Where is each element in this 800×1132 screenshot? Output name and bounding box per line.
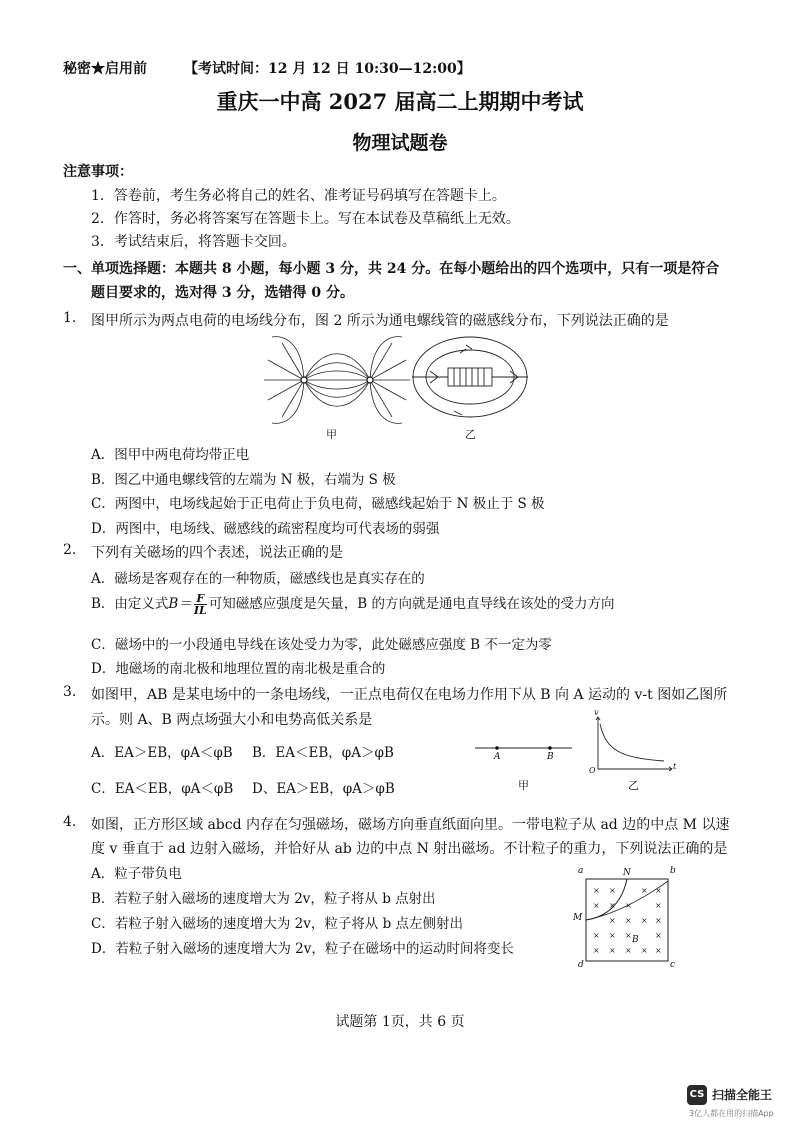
page-footer: 试题第 1页，共 6 页 xyxy=(335,1014,465,1030)
question-4-stem-cont: 度 v 垂直于 ad 边射入磁场，并恰好从 ab 边的中点 N 射出磁场。不计粒子的重力，下列说法正确的是 xyxy=(91,841,728,857)
option-c: C．两图中，电场线起始于正电荷止于负电荷，磁感线起始于 N 极止于 S 极 xyxy=(91,496,545,512)
option-d: D．两图中，电场线、磁感线的疏密程度均可代表场的弱强 xyxy=(91,521,440,537)
svg-text:×: × xyxy=(593,901,600,910)
svg-text:×: × xyxy=(625,916,632,925)
figure-label: 乙 xyxy=(465,428,476,441)
option-a: A．图甲中两电荷均带正电 xyxy=(91,447,250,463)
corner-d-label: d xyxy=(578,960,584,970)
scanner-logo-icon: CS xyxy=(687,1085,707,1105)
solenoid-diagram xyxy=(410,335,530,425)
svg-text:×: × xyxy=(609,916,616,925)
formula-numerator: F xyxy=(194,593,207,605)
note-item: 3．考试结束后，将答题卡交回。 xyxy=(91,234,296,250)
question-4-stem: 如图，正方形区域 abcd 内存在匀强磁场，磁场方向垂直纸面向里。一带电粒子从 ad 边的中点 M 以速 xyxy=(91,817,730,833)
option-b-suffix: 可知磁感应强度是矢量，B 的方向就是通电直导线在该处的受力方向 xyxy=(208,596,615,612)
svg-text:×: × xyxy=(641,916,648,925)
question-number: 4. xyxy=(63,814,77,830)
point-b-label: B xyxy=(547,752,554,762)
question-number: 2. xyxy=(63,542,77,558)
option-d: D．若粒子射入磁场的速度增大为 2v，粒子在磁场中的运动时间将变长 xyxy=(91,941,514,957)
question-2-stem: 下列有关磁场的四个表述，说法正确的是 xyxy=(91,545,343,561)
confidential-mark: 秘密★启用前 xyxy=(63,61,147,77)
paper-subtitle: 物理试题卷 xyxy=(352,132,448,154)
question-1-stem: 图甲所示为两点电荷的电场线分布，图 2 所示为通电螺线管的磁感线分布，下列说法正确的是 xyxy=(91,313,669,329)
note-item: 2．作答时，务必将答案写在答题卡上。写在本试卷及草稿纸上无效。 xyxy=(91,211,520,227)
magnetic-field-region-diagram xyxy=(582,875,672,965)
notes-heading: 注意事项： xyxy=(63,164,133,180)
point-m-label: M xyxy=(573,913,583,923)
svg-text:×: × xyxy=(655,916,662,925)
electric-field-diagram xyxy=(262,335,412,425)
field-line-diagram xyxy=(475,740,575,760)
figure-label: 乙 xyxy=(628,779,639,792)
axis-v-label: v xyxy=(594,708,599,717)
question-number: 3. xyxy=(63,684,77,700)
corner-c-label: c xyxy=(670,960,676,970)
svg-text:×: × xyxy=(593,886,600,895)
option-b xyxy=(91,592,614,616)
svg-text:×: × xyxy=(655,946,662,955)
scanner-app-name: 扫描全能王 xyxy=(712,1088,773,1102)
option-c: C．磁场中的一小段通电导线在该处受力为零，此处磁感应强度 B 不一定为零 xyxy=(91,637,552,653)
option-c: C．EA＜EB，φA＜φB xyxy=(91,781,234,797)
svg-text:×: × xyxy=(593,946,600,955)
svg-text:×: × xyxy=(609,886,616,895)
figure-label: 甲 xyxy=(326,428,337,441)
formula-denominator: IL xyxy=(193,604,207,617)
option-b: B．EA＜EB，φA＞φB xyxy=(252,745,394,761)
option-c: C．若粒子射入磁场的速度增大为 2v，粒子将从 b 点左侧射出 xyxy=(91,916,464,932)
svg-text:×: × xyxy=(609,931,616,940)
svg-text:×: × xyxy=(655,931,662,940)
svg-text:×: × xyxy=(655,901,662,910)
vt-graph-diagram xyxy=(590,714,675,774)
option-b: B．若粒子射入磁场的速度增大为 2v，粒子将从 b 点射出 xyxy=(91,891,436,907)
point-n-label: N xyxy=(623,868,631,878)
option-a: A．EA＞EB，φA＜φB xyxy=(91,745,233,761)
section-heading-cont: 题目要求的，选对得 3 分，选错得 0 分。 xyxy=(91,285,354,301)
question-3-stem: 如图甲，AB 是某电场中的一条电场线，一正点电荷仅在电场力作用下从 B 向 A 运动的 v-t 图如乙图所 xyxy=(91,687,728,703)
scanner-tagline: 3亿人都在用的扫描App xyxy=(689,1109,774,1118)
option-d: D．地磁场的南北极和地理位置的南北极是重合的 xyxy=(91,661,386,677)
svg-text:×: × xyxy=(609,901,616,910)
exam-time: 【考试时间：12 月 12 日 10:30—12:00】 xyxy=(184,61,471,77)
formula-lhs: B＝ xyxy=(168,596,192,612)
section-heading: 一、单项选择题：本题共 8 小题，每小题 3 分，共 24 分。在每小题给出的四个选项中，只有一项是符合 xyxy=(63,261,720,277)
note-item: 1．答卷前，考生务必将自己的姓名、准考证号码填写在答题卡上。 xyxy=(91,188,506,204)
formula-fraction xyxy=(194,593,207,616)
svg-text:×: × xyxy=(641,886,648,895)
question-3-stem-cont: 示。则 A、B 两点场强大小和电势高低关系是 xyxy=(91,712,373,728)
point-a-label: A xyxy=(494,752,501,762)
axis-t-label: t xyxy=(673,762,677,771)
svg-text:×: × xyxy=(593,931,600,940)
origin-label: O xyxy=(589,766,596,775)
svg-text:×: × xyxy=(625,946,632,955)
question-number: 1. xyxy=(63,310,77,326)
corner-a-label: a xyxy=(578,866,584,876)
svg-text:×: × xyxy=(609,946,616,955)
exam-title: 重庆一中高 2027 届高二上期期中考试 xyxy=(216,89,584,114)
svg-text:×: × xyxy=(625,931,632,940)
figure-label: 甲 xyxy=(518,779,529,792)
svg-text:×: × xyxy=(641,946,648,955)
option-d: D、EA＞EB，φA＞φB xyxy=(252,781,395,797)
svg-text:×: × xyxy=(655,886,662,895)
svg-text:×: × xyxy=(625,901,632,910)
option-a: A．粒子带负电 xyxy=(91,866,182,882)
option-b: B．图乙中通电螺线管的左端为 N 极，右端为 S 极 xyxy=(91,472,396,488)
option-b-prefix: B．由定义式 xyxy=(91,596,169,612)
field-b-label: B xyxy=(632,935,639,945)
option-a: A．磁场是客观存在的一种物质，磁感线也是真实存在的 xyxy=(91,571,425,587)
corner-b-label: b xyxy=(670,866,676,876)
